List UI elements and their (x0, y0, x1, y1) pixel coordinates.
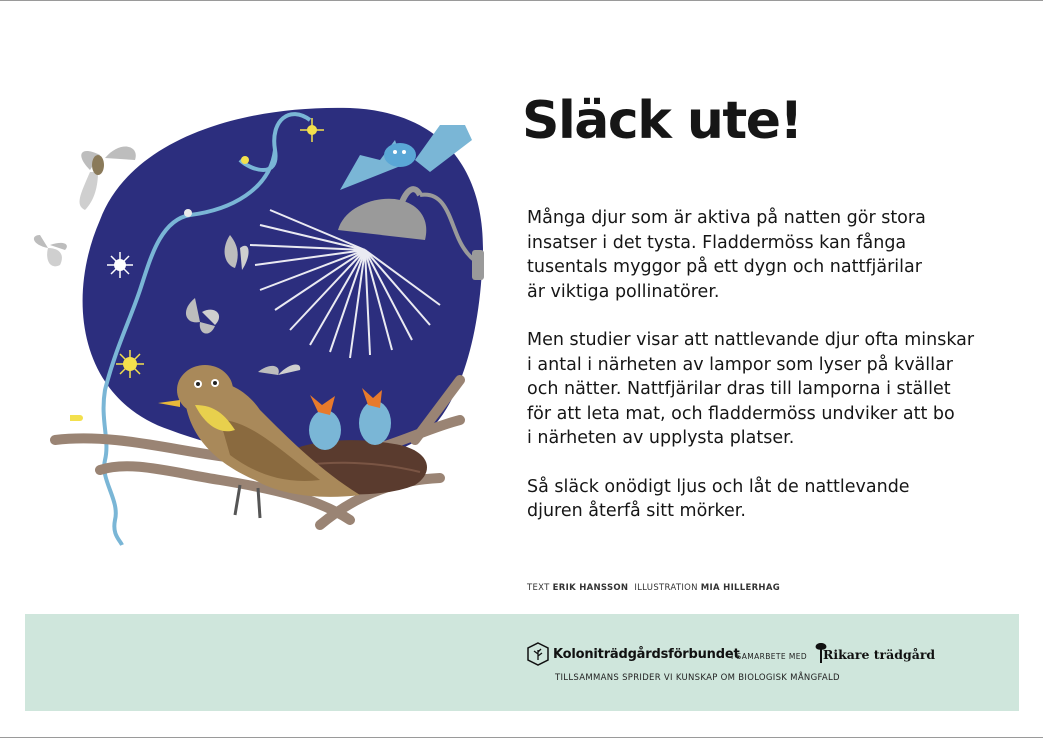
text-author: ERIK HANSSON (552, 583, 629, 593)
article-body (527, 206, 997, 548)
night-illustration (20, 100, 500, 550)
paragraph: Så släck onödigt ljus och låt de nattlevande djuren återfå sitt mörker. (527, 476, 910, 521)
text-label: TEXT (527, 583, 550, 593)
paragraph: Många djur som är aktiva på natten gör stora insatser i det tysta. Fladdermöss kan fånga tusentals myggor på ett dygn och nattfjärilar är viktiga pollinatörer. (527, 208, 926, 302)
page-title: Släck ute! (522, 91, 802, 151)
moth-icon (34, 235, 67, 266)
tagline: TILLSAMMANS SPRIDER VI KUNSKAP OM BIOLOGISK MÅNGFALD (555, 673, 840, 683)
illustration-label: ILLUSTRATION (634, 583, 698, 593)
illustrator-name: MIA HILLERHAG (700, 583, 780, 593)
collaboration-label: I SAMARBETE MED (731, 652, 808, 661)
credits (527, 583, 780, 593)
partner-name: Rikare trädgård (823, 647, 936, 662)
organization-name: Koloniträdgårdsförbundet (553, 647, 740, 662)
organization-logo-icon (527, 642, 549, 666)
footer-banner (25, 614, 1019, 711)
paragraph: Men studier visar att nattlevande djur ofta minskar i antal i närheten av lampor som lyser på kvällar och nätter. Nattfjärilar dras till lamporna i stället för att leta mat, och fladdermöss undviker att bo i närheten av upplysta platser. (527, 330, 975, 448)
